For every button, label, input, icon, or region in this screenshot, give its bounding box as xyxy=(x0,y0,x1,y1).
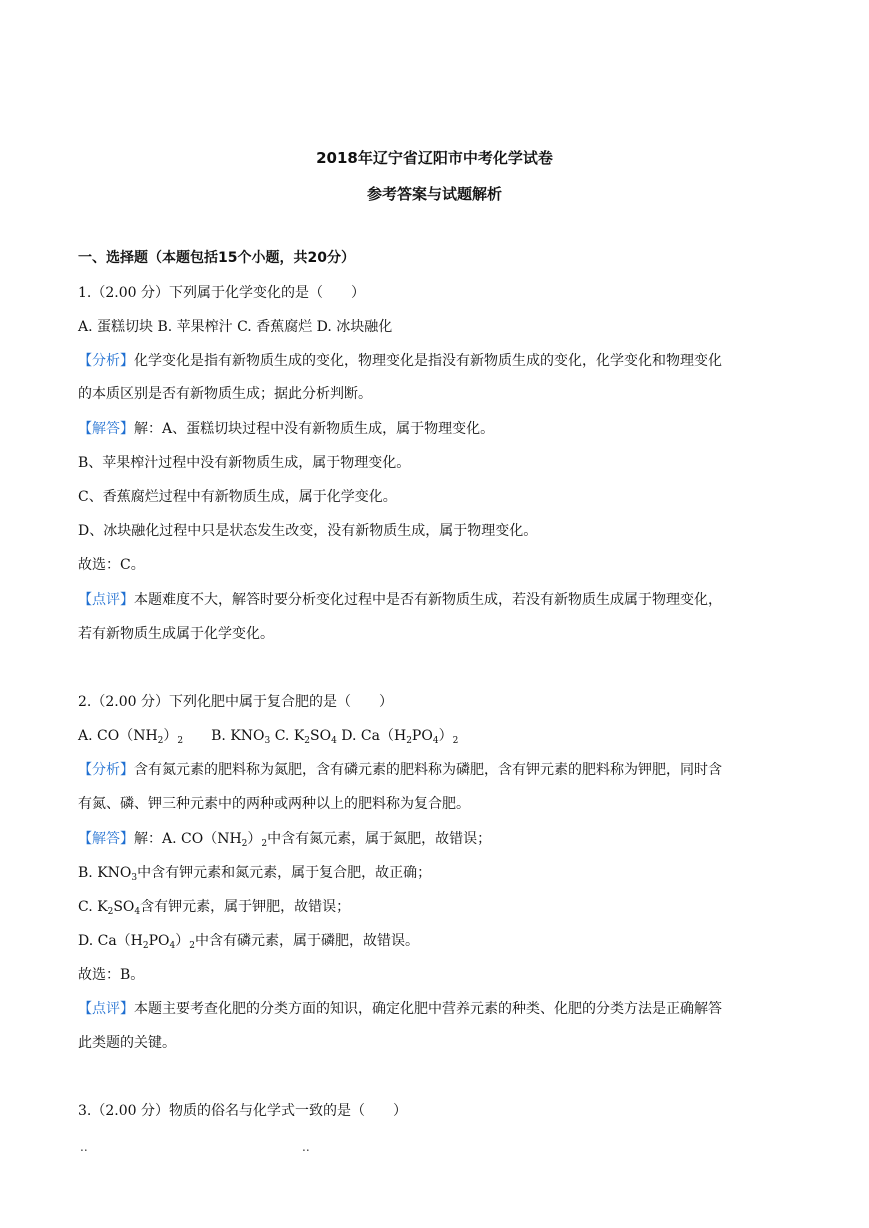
q1-answer-d: D、冰块融化过程中只是状态发生改变，没有新物质生成，属于物理变化。 xyxy=(78,523,538,539)
document-subtitle: 参考答案与试题解析 xyxy=(366,185,502,203)
q1-choice: 故选：C。 xyxy=(78,557,145,573)
q2-answer-a: 【解答】解：A. $CO(NH_2)_2$中含有氮元素，属于氮肥，故错误； xyxy=(78,831,492,849)
q3-dots-right: .. xyxy=(302,1140,310,1154)
q1-analysis-line-1: 【分析】化学变化是指有新物质生成的变化，物理变化是指没有新物质生成的变化，化学变化和物理变化 xyxy=(78,353,722,369)
q1-answer-c: C、香蕉腐烂过程中有新物质生成，属于化学变化。 xyxy=(78,489,397,505)
section-heading: 一、选择题（本题包括15个小题，共20分） xyxy=(78,250,355,266)
q2-comment-line-2: 此类题的关键。 xyxy=(78,1035,176,1051)
analysis-tag: 【分析】 xyxy=(78,762,134,778)
answer-tag: 【解答】 xyxy=(78,421,134,437)
q1-answer-b: B、苹果榨汁过程中没有新物质生成，属于物理变化。 xyxy=(78,455,411,471)
q2-answer-d: D. $Ca(H_2PO_4)_2$中含有磷元素，属于磷肥，故错误。 xyxy=(78,933,420,951)
comment-tag: 【点评】 xyxy=(78,592,134,608)
q3-dots-left: .. xyxy=(80,1140,88,1154)
q2-answer-c: C. $K_2SO_4$含有钾元素，属于钾肥，故错误； xyxy=(78,899,351,917)
comment-tag: 【点评】 xyxy=(78,1001,134,1017)
document-title: 2018年辽宁省辽阳市中考化学试卷 xyxy=(316,149,553,167)
q2-answer-b: B. $KNO_3$中含有钾元素和氮元素，属于复合肥，故正确； xyxy=(78,865,432,883)
q1-stem: 1.（2.00 分）下列属于化学变化的是（ ） xyxy=(78,285,365,301)
answer-tag: 【解答】 xyxy=(78,831,134,847)
q1-answer-a: 【解答】解：A、蛋糕切块过程中没有新物质生成，属于物理变化。 xyxy=(78,421,495,437)
q1-options: A. 蛋糕切块 B. 苹果榨汁 C. 香蕉腐烂 D. 冰块融化 xyxy=(78,319,393,335)
q2-comment-line-1: 【点评】本题主要考查化肥的分类方面的知识，确定化肥中营养元素的种类、化肥的分类方法是正确解答 xyxy=(78,1001,722,1017)
q3-stem: 3.（2.00 分）物质的俗名与化学式一致的是（ ） xyxy=(78,1103,407,1119)
q2-analysis-line-2: 有氮、磷、钾三种元素中的两种或两种以上的肥料称为复合肥。 xyxy=(78,796,470,812)
q1-comment-line-1: 【点评】本题难度不大，解答时要分析变化过程中是否有新物质生成，若没有新物质生成属于物理变化， xyxy=(78,592,722,608)
q2-analysis-line-1: 【分析】含有氮元素的肥料称为氮肥，含有磷元素的肥料称为磷肥，含有钾元素的肥料称为钾肥，同时含 xyxy=(78,762,722,778)
q2-options: A. $CO(NH_2)_2$ B. $KNO_3$ C. $K_2SO_4$ D. $Ca(H_2PO_4)_2$ xyxy=(78,728,459,746)
q1-comment-line-2: 若有新物质生成属于化学变化。 xyxy=(78,626,274,642)
q2-choice: 故选：B。 xyxy=(78,967,145,983)
q1-analysis-line-2: 的本质区别是否有新物质生成；据此分析判断。 xyxy=(78,386,372,402)
analysis-tag: 【分析】 xyxy=(78,353,134,369)
q2-stem: 2.（2.00 分）下列化肥中属于复合肥的是（ ） xyxy=(78,694,393,710)
